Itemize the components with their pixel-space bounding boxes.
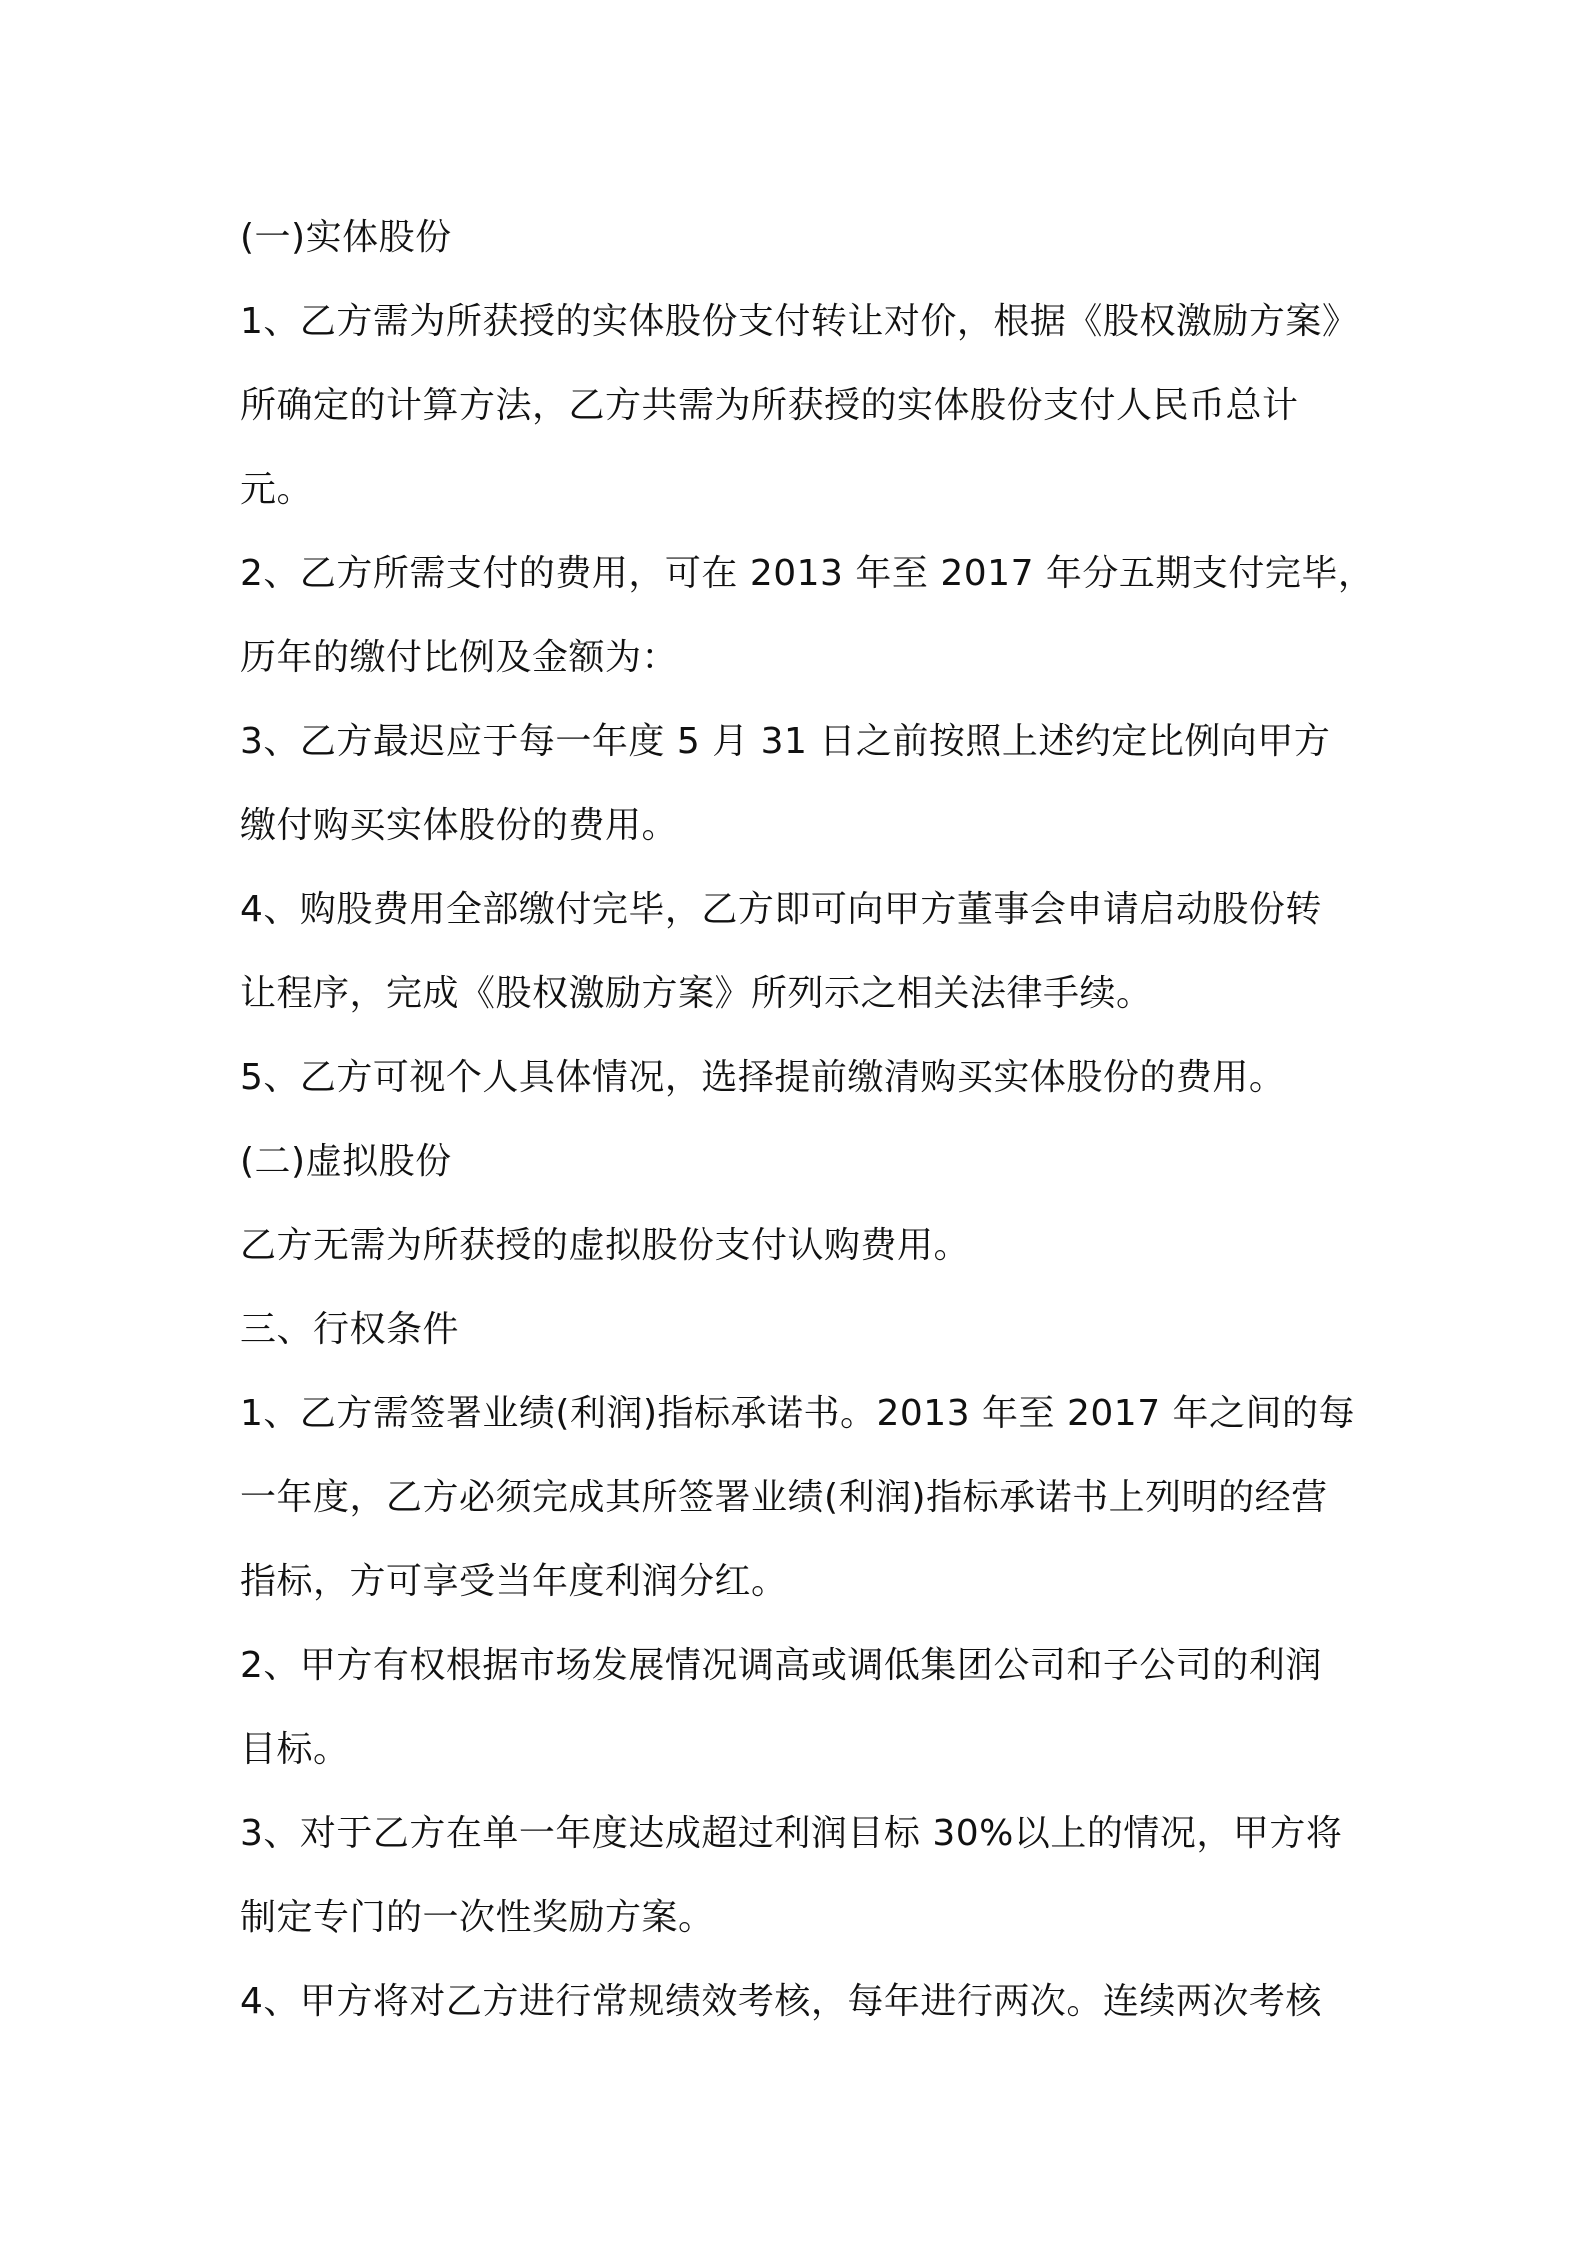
paragraph-line: 4、购股费用全部缴付完毕，乙方即可向甲方董事会申请启动股份转 <box>240 889 1322 930</box>
paragraph-line: 4、甲方将对乙方进行常规绩效考核，每年进行两次。连续两次考核 <box>240 1981 1322 2022</box>
paragraph-line: 3、乙方最迟应于每一年度 5 月 31 日之前按照上述约定比例向甲方 <box>240 721 1331 762</box>
document-body <box>240 196 1375 2044</box>
heading-entity-shares: (一)实体股份 <box>240 217 452 258</box>
paragraph-line: 缴付购买实体股份的费用。 <box>240 805 679 846</box>
paragraph-line: 1、乙方需为所获授的实体股份支付转让对价，根据《股权激励方案》 <box>240 301 1359 342</box>
paragraph-line: 目标。 <box>240 1729 350 1770</box>
paragraph-line: 3、对于乙方在单一年度达成超过利润目标 30%以上的情况，甲方将 <box>240 1813 1343 1854</box>
paragraph-line: 所确定的计算方法，乙方共需为所获授的实体股份支付人民币总计 <box>240 385 1299 426</box>
paragraph-line: 让程序，完成《股权激励方案》所列示之相关法律手续。 <box>240 973 1153 1014</box>
paragraph-line: 历年的缴付比例及金额为： <box>240 637 679 678</box>
paragraph-line: 制定专门的一次性奖励方案。 <box>240 1897 715 1938</box>
paragraph-line: 一年度，乙方必须完成其所签署业绩(利润)指标承诺书上列明的经营 <box>240 1477 1328 1518</box>
heading-virtual-shares: (二)虚拟股份 <box>240 1141 452 1182</box>
paragraph-line: 1、乙方需签署业绩(利润)指标承诺书。2013 年至 2017 年之间的每 <box>240 1393 1356 1434</box>
paragraph-line: 乙方无需为所获授的虚拟股份支付认购费用。 <box>240 1225 971 1266</box>
paragraph-line: 指标，方可享受当年度利润分红。 <box>240 1561 788 1602</box>
heading-exercise-conditions: 三、行权条件 <box>240 1309 460 1350</box>
paragraph-line: 元。 <box>240 469 314 510</box>
paragraph-line: 2、乙方所需支付的费用，可在 2013 年至 2017 年分五期支付完毕， <box>240 553 1375 594</box>
paragraph-line: 5、乙方可视个人具体情况，选择提前缴清购买实体股份的费用。 <box>240 1057 1286 1098</box>
paragraph-line: 2、甲方有权根据市场发展情况调高或调低集团公司和子公司的利润 <box>240 1645 1322 1686</box>
